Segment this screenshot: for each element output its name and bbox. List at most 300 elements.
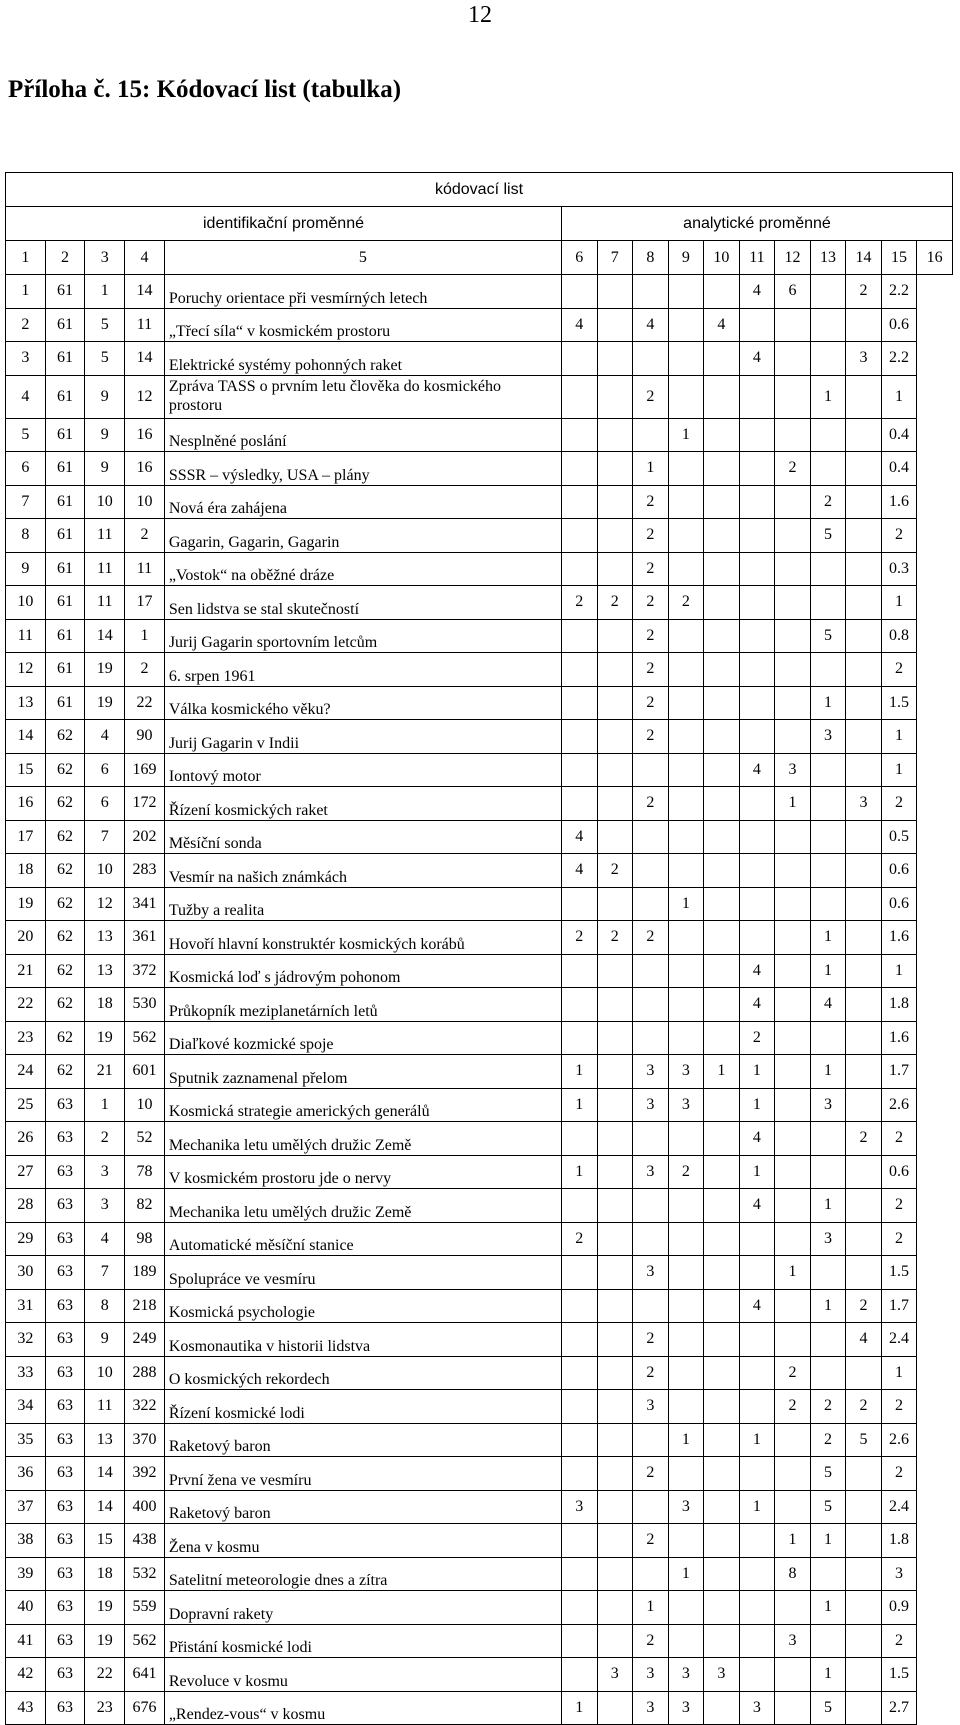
table-cell: 3 — [6, 342, 46, 376]
table-cell — [810, 275, 846, 309]
table-cell — [810, 418, 846, 452]
table-cell — [704, 686, 740, 720]
table-cell: 63 — [45, 1524, 85, 1558]
table-cell: 22 — [85, 1658, 125, 1692]
table-cell: 372 — [125, 954, 165, 988]
table-cell: 10 — [85, 854, 125, 888]
table-cell: 11 — [85, 519, 125, 553]
table-row — [6, 1390, 953, 1424]
table-row — [6, 1423, 953, 1457]
article-title-cell: Vesmír na našich známkách — [164, 854, 561, 888]
table-cell — [846, 619, 882, 653]
table-cell — [668, 1356, 704, 1390]
table-cell: 3 — [739, 1691, 775, 1725]
table-cell — [775, 1658, 811, 1692]
table-cell — [561, 375, 597, 418]
article-title-cell: Spolupráce ve vesmíru — [164, 1256, 561, 1290]
table-cell — [704, 452, 740, 486]
table-cell — [597, 1323, 633, 1357]
table-cell — [597, 1524, 633, 1558]
table-cell: 2 — [633, 686, 669, 720]
table-cell — [846, 1691, 882, 1725]
table-cell: 2 — [633, 586, 669, 620]
table-cell — [704, 552, 740, 586]
table-cell — [561, 342, 597, 376]
column-number-header: 16 — [917, 241, 953, 275]
table-cell: 13 — [6, 686, 46, 720]
table-cell: 5 — [810, 619, 846, 653]
table-row — [6, 342, 953, 376]
table-row — [6, 1256, 953, 1290]
coding-table — [5, 172, 953, 1725]
table-cell — [704, 1289, 740, 1323]
article-title-cell: Diaľkové kozmické spoje — [164, 1021, 561, 1055]
table-cell — [668, 375, 704, 418]
table-cell — [668, 552, 704, 586]
table-row — [6, 1624, 953, 1658]
table-cell — [561, 1323, 597, 1357]
article-title-cell: Jurij Gagarin v Indii — [164, 720, 561, 754]
table-cell: 61 — [45, 418, 85, 452]
table-cell — [775, 686, 811, 720]
table-cell — [668, 519, 704, 553]
table-cell: 0.5 — [881, 820, 917, 854]
table-cell: 90 — [125, 720, 165, 754]
table-cell: 11 — [125, 308, 165, 342]
table-cell — [775, 887, 811, 921]
table-cell: 2.7 — [881, 1691, 917, 1725]
table-cell — [775, 1691, 811, 1725]
table-cell — [561, 1189, 597, 1223]
table-cell — [597, 275, 633, 309]
table-cell — [810, 854, 846, 888]
table-cell — [597, 753, 633, 787]
article-title-cell: SSSR – výsledky, USA – plány — [164, 452, 561, 486]
table-cell: 1 — [881, 954, 917, 988]
table-cell — [775, 1055, 811, 1089]
table-cell: 16 — [6, 787, 46, 821]
table-cell — [597, 1155, 633, 1189]
table-row — [6, 787, 953, 821]
table-cell: 2 — [561, 586, 597, 620]
table-cell: 14 — [85, 619, 125, 653]
table-cell: 5 — [846, 1423, 882, 1457]
table-cell — [704, 275, 740, 309]
table-row — [6, 887, 953, 921]
table-cell: 2 — [775, 1356, 811, 1390]
table-cell: 13 — [85, 954, 125, 988]
table-row — [6, 519, 953, 553]
table-cell — [633, 1122, 669, 1156]
table-cell — [597, 1222, 633, 1256]
table-cell: 34 — [6, 1390, 46, 1424]
article-title-cell: Nová éra zahájena — [164, 485, 561, 519]
table-cell: 6 — [6, 452, 46, 486]
table-cell: 2 — [633, 787, 669, 821]
table-cell — [739, 1658, 775, 1692]
table-cell: 0.6 — [881, 308, 917, 342]
table-cell: 11 — [85, 1390, 125, 1424]
table-cell — [704, 485, 740, 519]
table-cell: 2 — [881, 1222, 917, 1256]
table-cell: 8 — [775, 1557, 811, 1591]
table-cell: 10 — [85, 1356, 125, 1390]
table-cell: 2 — [633, 519, 669, 553]
table-row — [6, 1490, 953, 1524]
table-cell: 23 — [6, 1021, 46, 1055]
table-cell: 19 — [85, 1591, 125, 1625]
table-cell — [704, 1423, 740, 1457]
table-cell — [597, 686, 633, 720]
table-cell: 6 — [85, 787, 125, 821]
table-row — [6, 1457, 953, 1491]
table-cell: 1.5 — [881, 1658, 917, 1692]
table-cell — [775, 308, 811, 342]
table-cell: 29 — [6, 1222, 46, 1256]
table-cell — [775, 586, 811, 620]
table-cell — [668, 820, 704, 854]
table-cell — [668, 720, 704, 754]
table-cell — [846, 653, 882, 687]
article-title-cell: Iontový motor — [164, 753, 561, 787]
table-cell: 2 — [881, 1390, 917, 1424]
table-cell: 1 — [810, 954, 846, 988]
article-title-cell: Elektrické systémy pohonných raket — [164, 342, 561, 376]
table-cell: 2 — [633, 1323, 669, 1357]
table-cell — [561, 686, 597, 720]
table-cell — [597, 1624, 633, 1658]
column-number-header: 6 — [561, 241, 597, 275]
article-title-cell: 6. srpen 1961 — [164, 653, 561, 687]
table-cell: 14 — [6, 720, 46, 754]
table-cell: 98 — [125, 1222, 165, 1256]
table-cell: 2 — [561, 921, 597, 955]
table-cell: 1 — [810, 1591, 846, 1625]
table-cell: 3 — [668, 1658, 704, 1692]
table-cell: 1 — [739, 1088, 775, 1122]
table-cell — [846, 753, 882, 787]
table-cell: 63 — [45, 1691, 85, 1725]
table-cell: 1 — [775, 1256, 811, 1290]
table-cell: 4 — [846, 1323, 882, 1357]
table-cell — [775, 653, 811, 687]
table-cell — [739, 375, 775, 418]
table-cell — [668, 753, 704, 787]
table-cell — [668, 1189, 704, 1223]
table-cell: 10 — [125, 1088, 165, 1122]
table-cell: 7 — [85, 1256, 125, 1290]
table-row — [6, 988, 953, 1022]
table-cell: 0.8 — [881, 619, 917, 653]
table-cell — [810, 308, 846, 342]
table-cell: 2 — [85, 1122, 125, 1156]
table-cell: 1 — [739, 1490, 775, 1524]
table-cell — [633, 887, 669, 921]
table-cell — [597, 887, 633, 921]
table-cell: 6 — [85, 753, 125, 787]
table-cell — [668, 452, 704, 486]
table-cell: 2 — [846, 1122, 882, 1156]
table-cell: 2.4 — [881, 1490, 917, 1524]
table-cell — [810, 753, 846, 787]
table-cell: 392 — [125, 1457, 165, 1491]
table-cell — [775, 619, 811, 653]
table-cell: 4 — [561, 308, 597, 342]
page-number: 12 — [468, 2, 492, 28]
table-cell — [597, 452, 633, 486]
table-cell: 3 — [668, 1055, 704, 1089]
table-cell: 1 — [775, 1524, 811, 1558]
table-cell: 288 — [125, 1356, 165, 1390]
table-cell — [846, 1557, 882, 1591]
table-row — [6, 275, 953, 309]
table-cell — [668, 954, 704, 988]
table-cell: 5 — [85, 342, 125, 376]
table-cell: 33 — [6, 1356, 46, 1390]
table-cell: 13 — [85, 1423, 125, 1457]
table-cell — [704, 1323, 740, 1357]
table-cell: 1.8 — [881, 988, 917, 1022]
article-title-cell: Řízení kosmické lodi — [164, 1390, 561, 1424]
table-cell: 61 — [45, 452, 85, 486]
table-cell — [668, 342, 704, 376]
table-cell: 2 — [6, 308, 46, 342]
table-cell — [810, 1021, 846, 1055]
table-cell — [775, 342, 811, 376]
table-row — [6, 854, 953, 888]
table-cell: 1 — [6, 275, 46, 309]
table-cell: 2 — [668, 1155, 704, 1189]
table-cell: 2 — [846, 275, 882, 309]
table-cell: 31 — [6, 1289, 46, 1323]
table-cell: 3 — [85, 1155, 125, 1189]
table-cell — [739, 854, 775, 888]
table-cell: 63 — [45, 1490, 85, 1524]
table-cell — [561, 954, 597, 988]
table-row — [6, 1122, 953, 1156]
table-cell: 2 — [881, 653, 917, 687]
table-cell: 1 — [561, 1055, 597, 1089]
table-cell: 39 — [6, 1557, 46, 1591]
article-title-cell: Přistání kosmické lodi — [164, 1624, 561, 1658]
table-row — [6, 1021, 953, 1055]
table-cell — [597, 1289, 633, 1323]
table-cell: 22 — [6, 988, 46, 1022]
table-cell — [561, 1289, 597, 1323]
table-cell: 32 — [6, 1323, 46, 1357]
article-title-cell: Kosmická strategie amerických generálů — [164, 1088, 561, 1122]
table-cell: 5 — [810, 1490, 846, 1524]
table-cell — [633, 1222, 669, 1256]
article-title-cell: Kosmická psychologie — [164, 1289, 561, 1323]
table-cell — [633, 820, 669, 854]
table-row — [6, 308, 953, 342]
column-number-header: 3 — [85, 241, 125, 275]
article-title-cell: Raketový baron — [164, 1423, 561, 1457]
table-cell — [561, 1356, 597, 1390]
table-cell — [668, 1390, 704, 1424]
table-cell — [633, 1021, 669, 1055]
table-cell — [739, 452, 775, 486]
table-cell: 63 — [45, 1289, 85, 1323]
table-cell — [561, 720, 597, 754]
table-cell — [810, 452, 846, 486]
table-cell — [597, 1423, 633, 1457]
table-cell — [775, 1088, 811, 1122]
article-title-cell: Tužby a realita — [164, 887, 561, 921]
table-cell: 19 — [85, 1021, 125, 1055]
table-cell — [810, 1155, 846, 1189]
table-cell — [704, 753, 740, 787]
table-cell: 62 — [45, 921, 85, 955]
table-cell: 2 — [846, 1289, 882, 1323]
table-cell: 3 — [668, 1490, 704, 1524]
column-number-header: 1 — [6, 241, 46, 275]
table-cell — [668, 787, 704, 821]
article-title-cell: Jurij Gagarin sportovním letcům — [164, 619, 561, 653]
table-cell — [704, 1155, 740, 1189]
table-cell: 38 — [6, 1524, 46, 1558]
table-cell — [704, 854, 740, 888]
table-cell: 1.6 — [881, 485, 917, 519]
table-cell — [561, 418, 597, 452]
header-caption-row — [6, 173, 953, 207]
table-cell: 3 — [668, 1088, 704, 1122]
table-cell: 18 — [85, 1557, 125, 1591]
table-cell: 19 — [6, 887, 46, 921]
table-row — [6, 954, 953, 988]
group-analytic-header: analytické proměnné — [561, 207, 952, 241]
table-cell — [668, 1256, 704, 1290]
table-cell: 4 — [739, 753, 775, 787]
article-title-cell: „Třecí síla“ v kosmickém prostoru — [164, 308, 561, 342]
table-row — [6, 686, 953, 720]
table-cell — [561, 753, 597, 787]
table-cell — [668, 1524, 704, 1558]
table-cell — [704, 1356, 740, 1390]
table-cell: 27 — [6, 1155, 46, 1189]
table-cell — [739, 653, 775, 687]
table-cell: 5 — [810, 519, 846, 553]
table-cell — [739, 1457, 775, 1491]
table-cell: 11 — [6, 619, 46, 653]
table-cell: 361 — [125, 921, 165, 955]
table-cell: 0.6 — [881, 854, 917, 888]
table-cell — [668, 1289, 704, 1323]
table-cell: 3 — [633, 1390, 669, 1424]
table-cell: 15 — [85, 1524, 125, 1558]
article-title-cell: Válka kosmického věku? — [164, 686, 561, 720]
table-cell — [633, 753, 669, 787]
table-cell — [775, 1423, 811, 1457]
table-cell: 62 — [45, 820, 85, 854]
table-cell — [668, 1624, 704, 1658]
table-cell: 4 — [561, 854, 597, 888]
table-cell: 2 — [561, 1222, 597, 1256]
table-cell — [561, 1524, 597, 1558]
table-cell — [775, 954, 811, 988]
table-cell — [704, 954, 740, 988]
table-cell: 2.4 — [881, 1323, 917, 1357]
table-cell: 370 — [125, 1423, 165, 1457]
table-cell: 2 — [125, 519, 165, 553]
table-cell — [704, 1222, 740, 1256]
table-cell: 400 — [125, 1490, 165, 1524]
table-cell: 3 — [668, 1691, 704, 1725]
table-cell — [775, 1490, 811, 1524]
table-cell: 5 — [810, 1691, 846, 1725]
table-cell — [704, 418, 740, 452]
table-cell — [810, 1323, 846, 1357]
article-title-cell: Průkopník meziplanetárních letů — [164, 988, 561, 1022]
table-cell: 1 — [668, 1557, 704, 1591]
table-cell — [668, 988, 704, 1022]
table-cell: 4 — [739, 1289, 775, 1323]
table-cell: 1 — [704, 1055, 740, 1089]
table-cell: 13 — [85, 921, 125, 955]
table-cell — [810, 1122, 846, 1156]
table-cell: 2 — [881, 787, 917, 821]
table-cell — [561, 1256, 597, 1290]
article-title-cell: Mechanika letu umělých družic Země — [164, 1122, 561, 1156]
table-cell — [561, 1457, 597, 1491]
table-cell: 63 — [45, 1323, 85, 1357]
table-cell: 4 — [739, 275, 775, 309]
table-cell: 3 — [597, 1658, 633, 1692]
table-cell — [597, 418, 633, 452]
table-cell — [597, 342, 633, 376]
table-cell: 562 — [125, 1021, 165, 1055]
table-cell: 438 — [125, 1524, 165, 1558]
table-cell — [846, 686, 882, 720]
table-row — [6, 1356, 953, 1390]
table-cell — [704, 1591, 740, 1625]
table-cell: 1 — [668, 887, 704, 921]
table-cell: 1.6 — [881, 1021, 917, 1055]
table-cell: 28 — [6, 1189, 46, 1223]
table-cell — [846, 720, 882, 754]
table-cell — [775, 921, 811, 955]
table-cell — [633, 1423, 669, 1457]
column-number-header: 8 — [633, 241, 669, 275]
table-cell: 3 — [633, 1256, 669, 1290]
table-cell — [846, 1222, 882, 1256]
table-cell: 4 — [739, 988, 775, 1022]
table-cell: 9 — [85, 1323, 125, 1357]
table-cell: 2 — [881, 1624, 917, 1658]
table-cell — [846, 452, 882, 486]
table-row — [6, 1524, 953, 1558]
column-number-header: 10 — [704, 241, 740, 275]
table-cell: 3 — [846, 787, 882, 821]
table-cell — [704, 1189, 740, 1223]
table-cell: 2 — [633, 1624, 669, 1658]
table-cell: 202 — [125, 820, 165, 854]
table-cell: 43 — [6, 1691, 46, 1725]
table-cell: 1 — [561, 1691, 597, 1725]
table-cell: 14 — [85, 1490, 125, 1524]
table-cell: 20 — [6, 921, 46, 955]
table-cell — [597, 485, 633, 519]
table-cell — [810, 552, 846, 586]
article-title-cell: Dopravní rakety — [164, 1591, 561, 1625]
table-row — [6, 485, 953, 519]
table-cell — [775, 1021, 811, 1055]
table-cell — [668, 1457, 704, 1491]
table-cell: 21 — [85, 1055, 125, 1089]
table-cell: 1 — [881, 375, 917, 418]
table-cell — [561, 1122, 597, 1156]
